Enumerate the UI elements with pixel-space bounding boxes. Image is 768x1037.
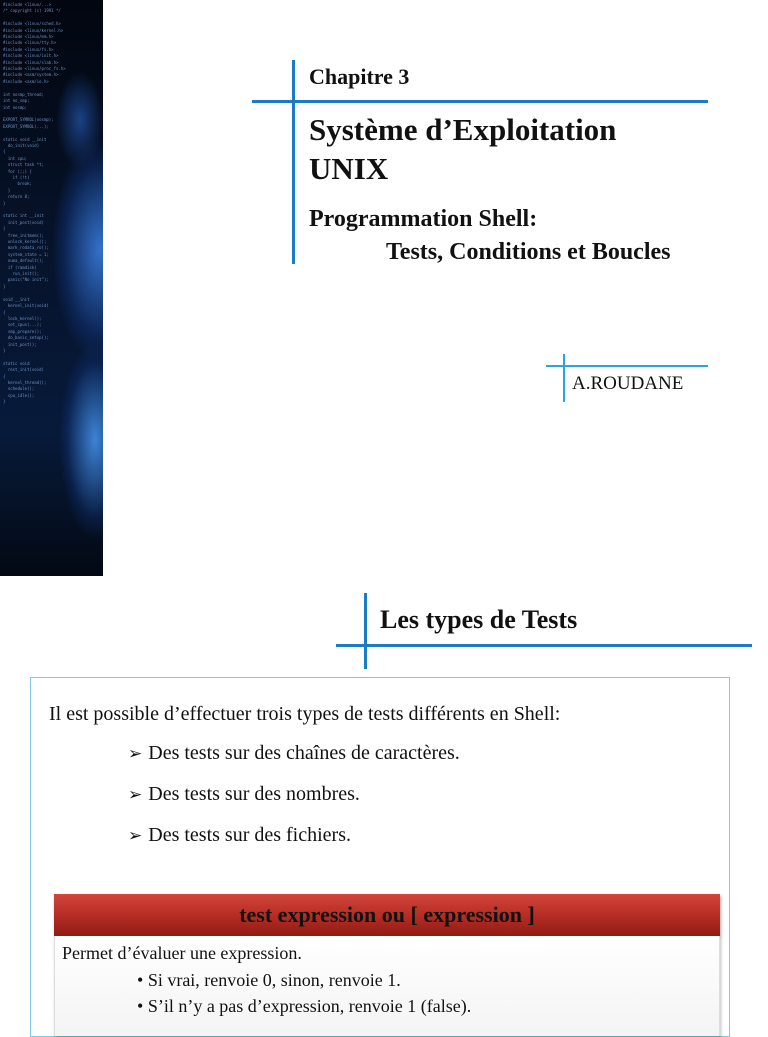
arrow-bullet-icon: ➢ bbox=[128, 785, 143, 805]
test-types-list bbox=[128, 742, 460, 865]
list-item: • Si vrai, renvoie 0, sinon, renvoie 1. bbox=[137, 967, 471, 993]
list-item: ➢ Des tests sur des chaînes de caractères. bbox=[128, 742, 460, 764]
author-name: A.ROUDANE bbox=[572, 373, 684, 394]
slide2-horizontal-line bbox=[336, 644, 752, 647]
list-item: ➢ Des tests sur des nombres. bbox=[128, 783, 360, 805]
syntax-description: Permet d’évaluer une expression. bbox=[62, 943, 302, 963]
subtitle-line-1: Programmation Shell: bbox=[309, 206, 538, 232]
code-background-image bbox=[0, 0, 103, 576]
slide-subtitle bbox=[309, 203, 670, 269]
author-horizontal-line bbox=[546, 365, 708, 367]
arrow-bullet-icon: ➢ bbox=[128, 744, 143, 764]
slide2-title: Les types de Tests bbox=[380, 605, 578, 634]
author-vertical-line bbox=[563, 354, 565, 402]
subtitle-line-2: Tests, Conditions et Boucles bbox=[386, 239, 671, 265]
horizontal-accent-line bbox=[252, 100, 708, 103]
arrow-bullet-icon: ➢ bbox=[128, 826, 143, 846]
title-line-2: UNIX bbox=[309, 151, 389, 186]
return-values-list bbox=[137, 967, 471, 1019]
chapter-label: Chapitre 3 bbox=[309, 64, 410, 89]
title-line-1: Système d’Exploitation bbox=[309, 112, 617, 147]
slide2-vertical-line bbox=[364, 593, 367, 669]
vertical-accent-line bbox=[292, 60, 295, 264]
code-texture: #include <linux/...> /* copyright (c) 1991 */ #include <linux/sched.h> #include <linux/kernel.h> #include <linux/mm.h> #include <linux/tty.h> #include <linux/fs.h> #include <linux/init.h> #include <linux/slab.h> #include <linux/proc_fs.h> #include <asm/system.h> #include <asm/io.h> int nosmp_thread; int no_smp; int nosmp; EXPORT_SYMBOL(nosmp); EXPORT_SYMBOL(...); static void __init do_init(void) { int cpu; struct task *t; for (;;) { if (!t) break; } return 0; } static int __init init_post(void) { free_initmem(); unlock_kernel(); mark_rodata_ro(); system_state = 1; numa_default(); if (ramdisk) run_init(); panic("No init"); } void __init kernel_init(void) { lock_kernel(); set_cpus(...); smp_prepare(); do_basic_setup(); init_post(); } static void rest_init(void) { kernel_thread(); schedule(); cpu_idle(); } bbox=[3, 2, 66, 405]
syntax-header: test expression ou [ expression ] bbox=[54, 894, 720, 936]
list-item: • S’il n’y a pas d’expression, renvoie 1 (false). bbox=[137, 993, 471, 1019]
intro-text: Il est possible d’effectuer trois types de tests différents en Shell: bbox=[49, 703, 561, 725]
list-item: ➢ Des tests sur des fichiers. bbox=[128, 824, 351, 846]
slide-title bbox=[309, 110, 616, 188]
